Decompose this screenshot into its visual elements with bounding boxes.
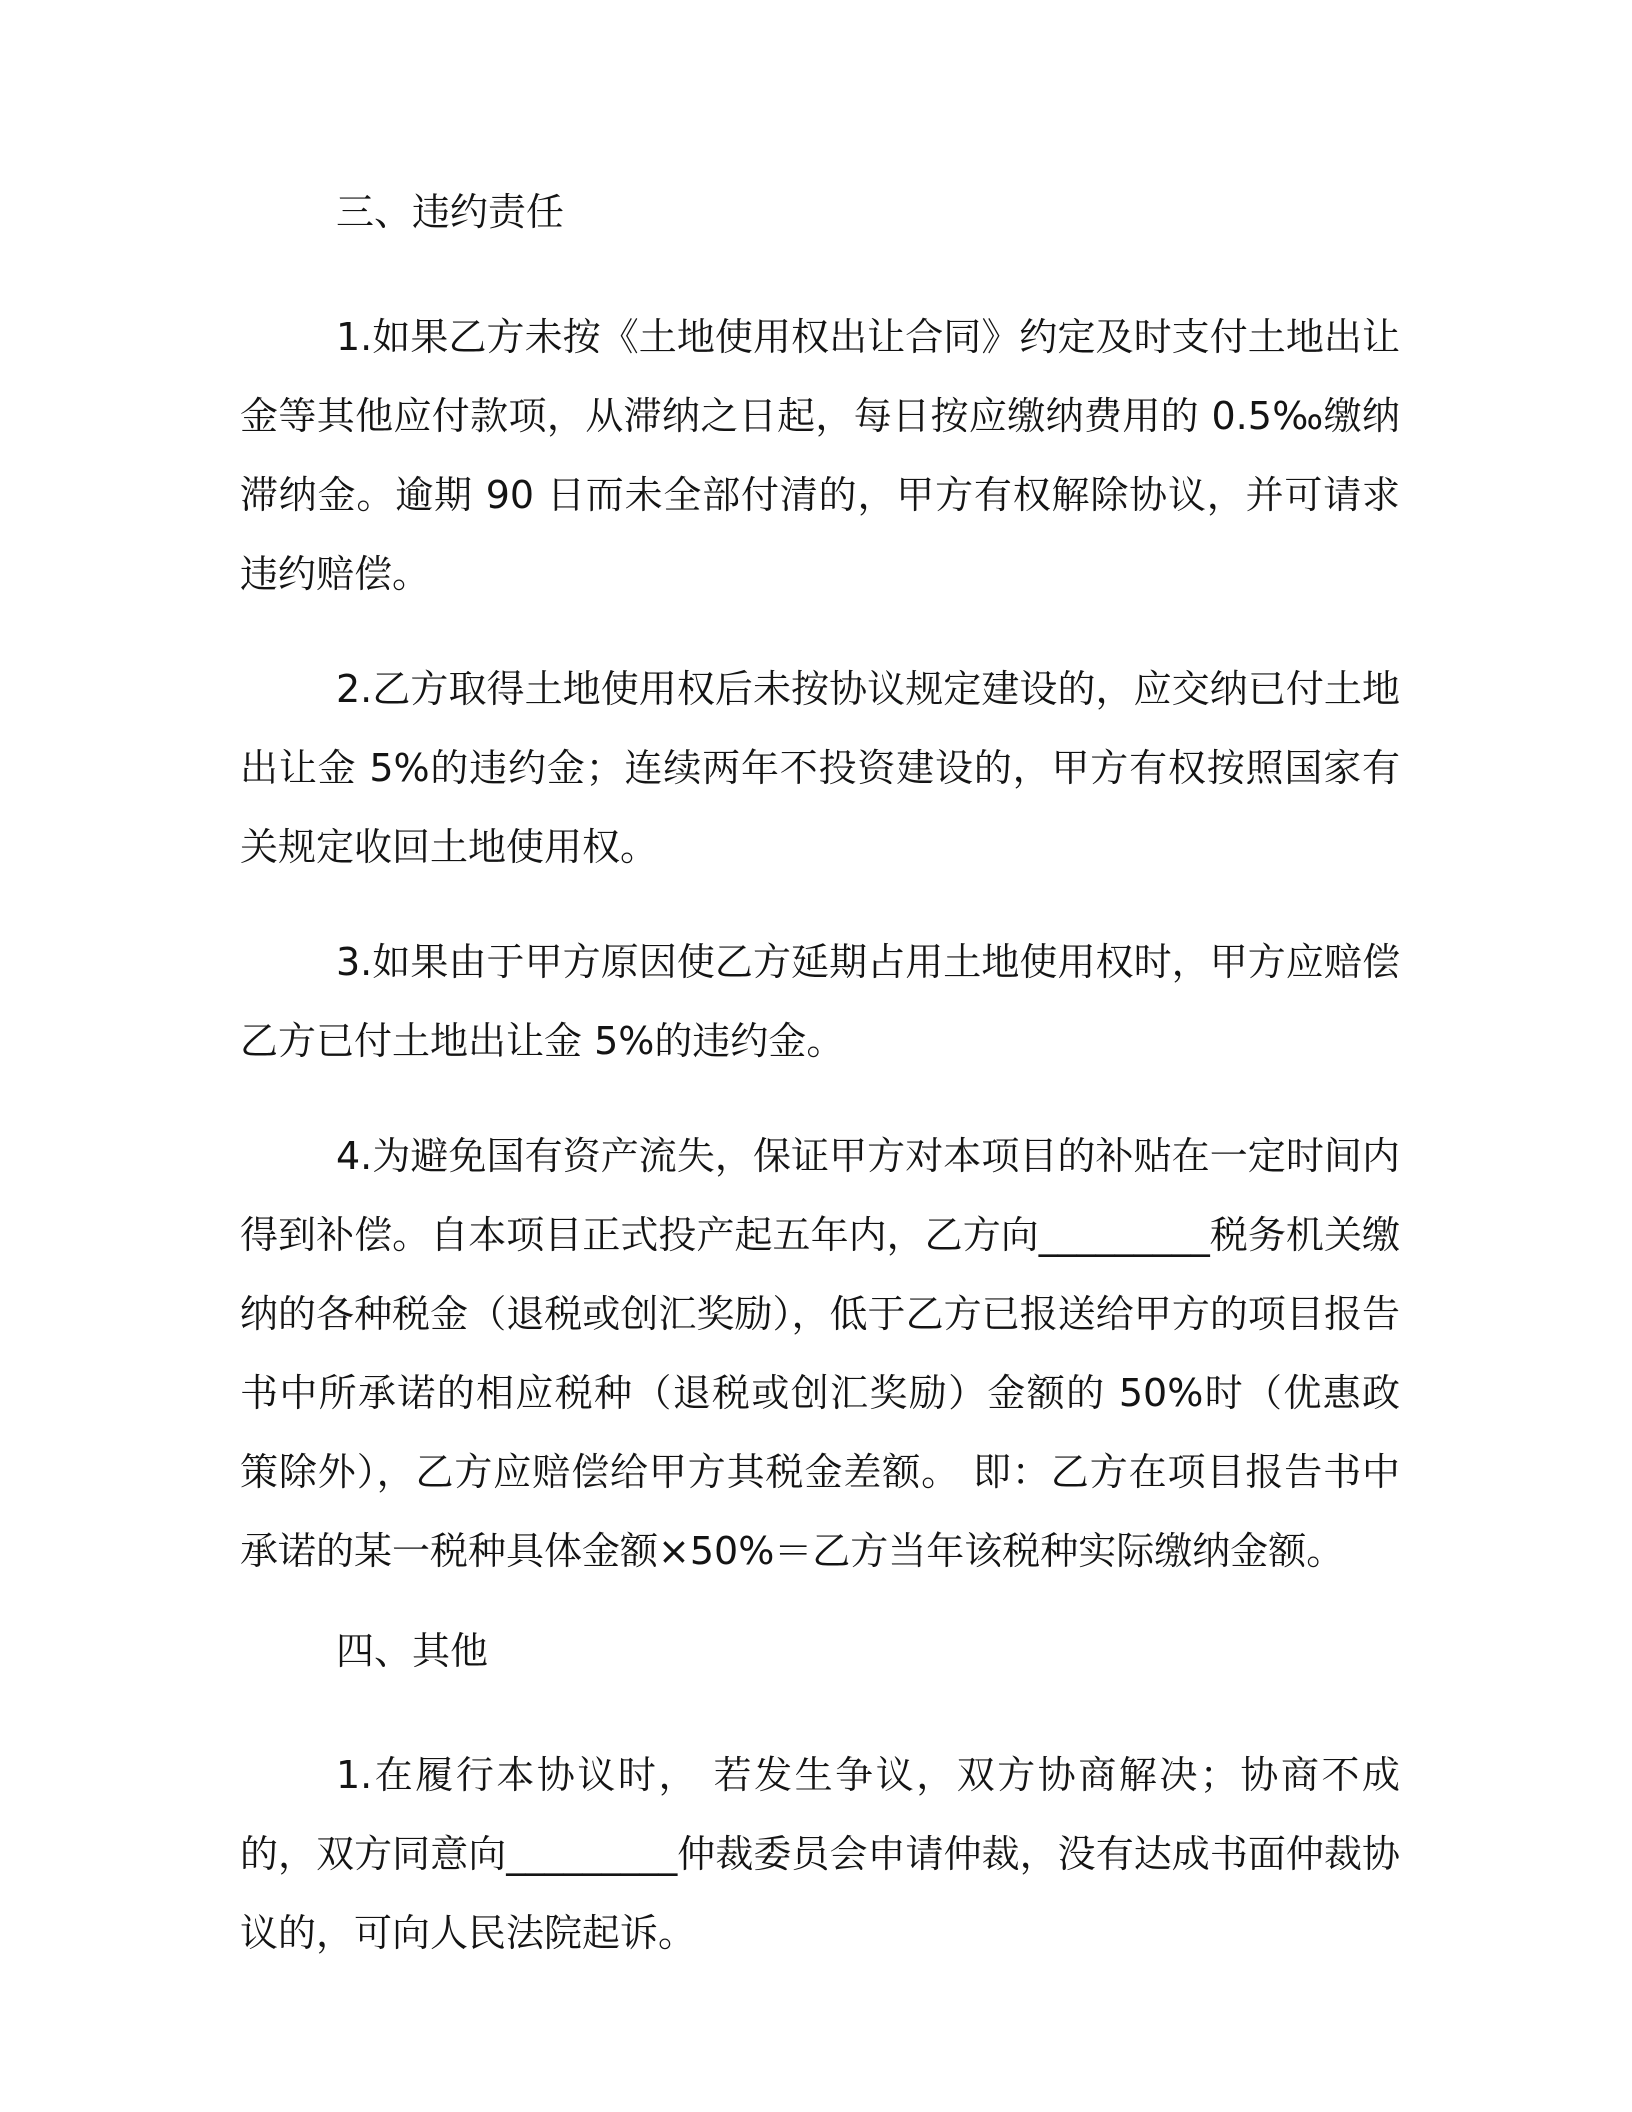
document-page (240, 190, 1400, 2009)
section-heading-breach-liability: 三、违约责任 (336, 190, 565, 234)
clause-3-3: 3.如果由于甲方原因使乙方延期占用土地使用权时，甲方应赔偿乙方已付土地出让金 5%的违约金。 (240, 939, 1400, 1063)
clause-4-1: 1.在履行本协议时， 若发生争议，双方协商解决；协商不成的，双方同意向_________仲裁委员会申请仲裁，没有达成书面仲裁协议的，可向人民法院起诉。 (240, 1753, 1400, 1956)
clause-3-4: 4.为避免国有资产流失，保证甲方对本项目的补贴在一定时间内得到补偿。自本项目正式投产起五年内，乙方向_________税务机关缴纳的各种税金（退税或创汇奖励），低于乙方已报送给甲方的项目报告书中所承诺的相应税种（退税或创汇奖励）金额的 50%时（优惠政策除外），乙方应赔偿给甲方其税金差额。 即：乙方在项目报告书中承诺的某一税种具体金额×50%＝乙方当年该税种实际缴纳金额。 (240, 1133, 1400, 1573)
clause-3-1: 1.如果乙方未按《土地使用权出让合同》约定及时支付土地出让金等其他应付款项，从滞纳之日起，每日按应缴纳费用的 0.5‰缴纳滞纳金。逾期 90 日而未全部付清的，甲方有权解除协议，并可请求违约赔偿。 (240, 314, 1400, 596)
section-heading-other: 四、其他 (336, 1628, 489, 1673)
clause-3-2: 2.乙方取得土地使用权后未按协议规定建设的，应交纳已付土地出让金 5%的违约金；连续两年不投资建设的，甲方有权按照国家有关规定收回土地使用权。 (240, 666, 1400, 869)
